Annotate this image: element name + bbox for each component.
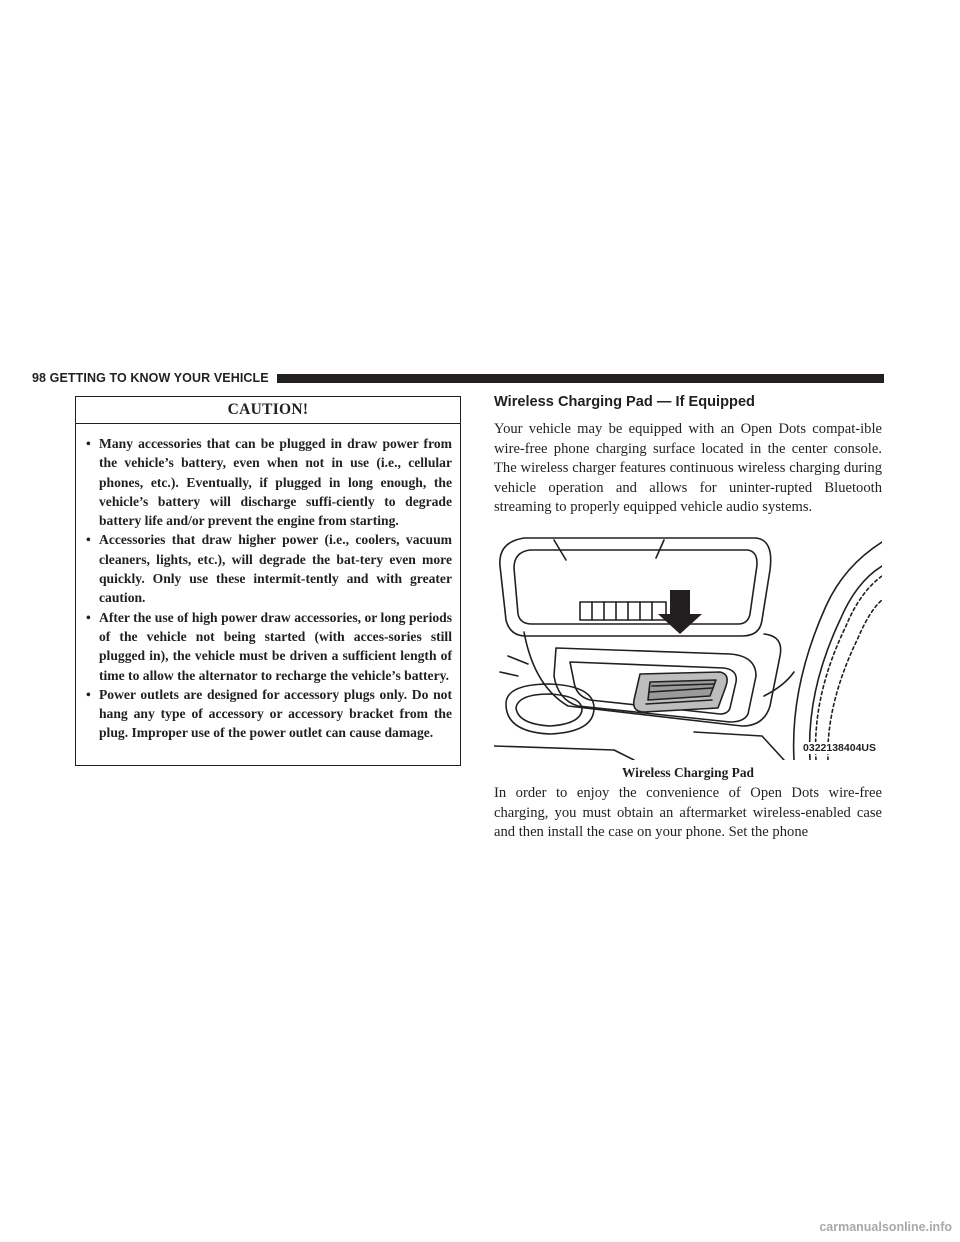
bullet: • bbox=[86, 609, 91, 625]
caution-item-text: Many accessories that can be plugged in draw power from the vehicle’s battery, even when not in use (i.e., cellular phones, etc.). Eventually, if plugged in long enough, the vehicle’s battery will discharge suffi-ciently to degrade battery life and/or prevent the engine from starting. bbox=[99, 436, 452, 529]
caution-title: CAUTION! bbox=[76, 397, 460, 424]
bullet: • bbox=[86, 532, 91, 548]
wireless-section bbox=[494, 392, 882, 518]
caution-item-text: Power outlets are designed for accessory plugs only. Do not hang any type of accessory or accessory bracket from the plug. Improper use of the power outlet can cause damage. bbox=[99, 686, 452, 741]
caution-item bbox=[86, 685, 452, 743]
caution-item bbox=[86, 530, 452, 607]
figure-code: 0322138404US bbox=[803, 742, 876, 754]
wireless-charging-pad-illustration bbox=[494, 536, 882, 760]
figure-caption: Wireless Charging Pad bbox=[622, 765, 754, 780]
arrow-down-icon bbox=[658, 590, 702, 634]
caution-item-text: Accessories that draw higher power (i.e., coolers, vacuum cleaners, lights, etc.), will degrade the bat-tery even more quickly. Only use these intermit-tently and with greater caution. bbox=[99, 532, 452, 606]
page-number-and-title: 98 GETTING TO KNOW YOUR VEHICLE bbox=[32, 371, 269, 385]
caution-list bbox=[76, 424, 460, 743]
caution-item-text: After the use of high power draw accessories, or long periods of the vehicle not being started (with acces-sories still plugged in), the vehicle must be driven a sufficient length of time to allow the alternator to recharge the vehicle’s battery. bbox=[99, 609, 452, 683]
caution-box bbox=[75, 396, 461, 766]
header-rule bbox=[277, 374, 884, 383]
page-header bbox=[32, 370, 884, 386]
bullet: • bbox=[86, 436, 91, 451]
caution-item bbox=[86, 608, 452, 685]
caution-item bbox=[86, 434, 452, 530]
intro-paragraph: Your vehicle may be equipped with an Open Dots compat-ible wire-free phone charging surface located in the center console. The wireless charger features continuous wireless charging during vehicle operation and allows for uninter-rupted Bluetooth streaming to properly equipped vehicle audio systems. bbox=[494, 421, 882, 516]
continued-paragraph: In order to enjoy the convenience of Open Dots wire-free charging, you must obtain an aftermarket wireless-enabled case and then install the case on your phone. Set the phone bbox=[494, 785, 882, 841]
console-drawing bbox=[494, 536, 882, 760]
wireless-body-continued bbox=[494, 784, 882, 843]
watermark: carmanualsonline.info bbox=[819, 1220, 952, 1234]
section-title: Wireless Charging Pad — If Equipped bbox=[494, 394, 755, 410]
bullet: • bbox=[86, 686, 91, 702]
